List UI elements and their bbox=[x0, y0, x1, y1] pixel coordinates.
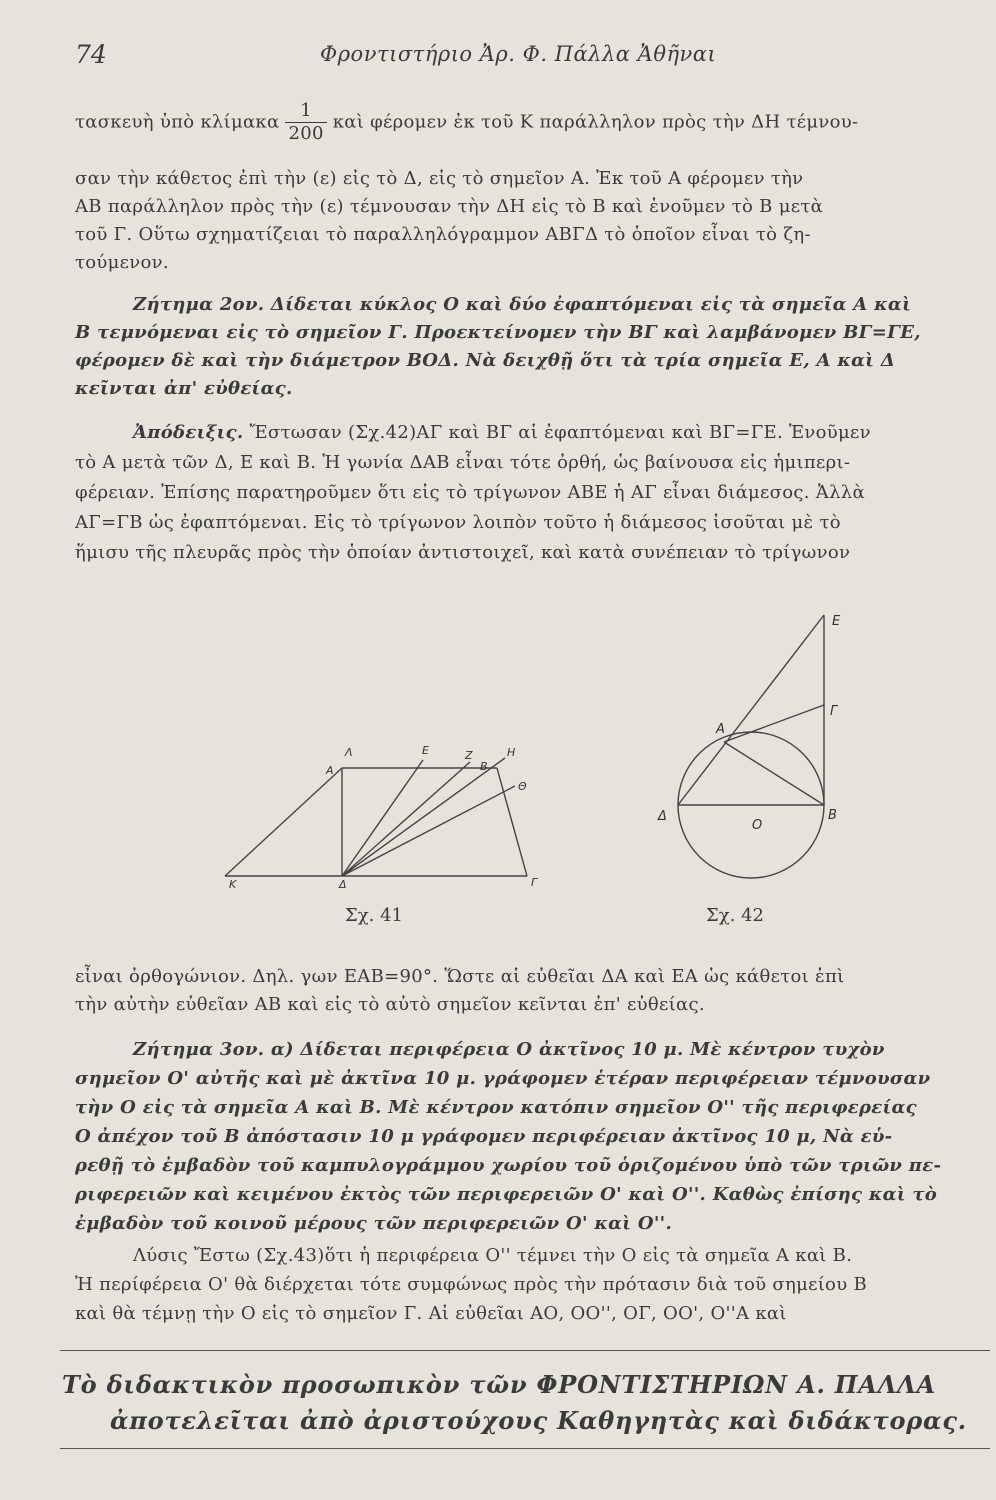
fig41-label-L: Λ bbox=[345, 746, 353, 759]
proof-label: Ἀπόδειξις. bbox=[133, 422, 244, 443]
proof-line-4: ΑΓ=ΓΒ ὡς ἐφαπτόμεναι. Εἰς τὸ τρίγωνον λοιπὸν τοῦτο ἡ διάμεσος ἰσοῦται μὲ τὸ bbox=[75, 512, 841, 533]
page-header bbox=[75, 40, 955, 70]
fig41-label-H: Η bbox=[507, 746, 516, 759]
problem3-line-5: ρεθῇ τὸ ἐμβαδὸν τοῦ καμπυλογράμμου χωρίου τοῦ ὁριζομένου ὑπὸ τῶν τριῶν πε- bbox=[75, 1155, 942, 1176]
proof-line-3: φέρειαν. Ἐπίσης παρατηροῦμεν ὅτι εἰς τὸ τρίγωνον ΑΒΕ ἡ ΑΓ εἶναι διάμεσος. Ἀλλὰ bbox=[75, 482, 865, 503]
fig42-label-G: Γ bbox=[830, 704, 838, 719]
proof-line-1 bbox=[133, 422, 983, 443]
problem3-line-7: ἐμβαδὸν τοῦ κοινοῦ μέρους τῶν περιφερειῶν Ο' καὶ Ο''. bbox=[75, 1213, 673, 1234]
fig42-label-B: Β bbox=[828, 808, 837, 823]
fig41-label-G: Γ bbox=[531, 876, 538, 889]
problem3-line-4: Ο ἀπέχον τοῦ Β ἀπόστασιν 10 μ γράφομεν περιφέρειαν ἀκτῖνος 10 μ, Νὰ εὑ- bbox=[75, 1126, 893, 1147]
fig42-chord-AB bbox=[724, 742, 824, 805]
top-line-3: ΑΒ παράλληλον πρὸς τὴν (ε) τέμνουσαν τὴν ΔΗ εἰς τὸ Β καὶ ἑνοῦμεν τὸ Β μετὰ bbox=[75, 196, 824, 217]
fig41-label-E: Ε bbox=[422, 744, 429, 757]
after-line-2: τὴν αὐτὴν εὐθεῖαν ΑΒ καὶ εἰς τὸ αὐτὸ σημεῖον κεῖνται ἐπ' εὐθείας. bbox=[75, 994, 705, 1015]
fig41-label-Th: Θ bbox=[518, 780, 527, 793]
problem2-line-4: κεῖνται ἀπ' εὐθείας. bbox=[75, 378, 293, 399]
problem3-line-2: σημεῖον Ο' αὐτῆς καὶ μὲ ἀκτῖνα 10 μ. γράφομεν ἑτέραν περιφέρειαν τέμνουσαν bbox=[75, 1068, 931, 1089]
running-head: Φροντιστήριο Ἀρ. Φ. Πάλλα Ἀθῆναι bbox=[320, 42, 717, 66]
top-line-4: τοῦ Γ. Οὕτω σχηματίζειαι τὸ παραλληλόγραμμον ΑΒΓΔ τὸ ὁποῖον εἶναι τὸ ζη- bbox=[75, 224, 811, 245]
fig41-label-B: Β bbox=[480, 760, 488, 773]
fig42-line-DAE bbox=[678, 615, 824, 805]
advert-line-1: Τὸ διδακτικὸν προσωπικὸν τῶν ΦΡΟΝΤΙΣΤΗΡΙΩΝ Α. ΠΑΛΛΑ bbox=[62, 1370, 936, 1399]
fraction-numerator: 1 bbox=[285, 100, 326, 123]
figure-42 bbox=[650, 605, 860, 895]
figure-42-diagram bbox=[650, 605, 860, 895]
fig42-label-D: Δ bbox=[658, 809, 667, 824]
figure-41-caption: Σχ. 41 bbox=[345, 905, 403, 926]
problem2-line-3: φέρομεν δὲ καὶ τὴν διάμετρον ΒΟΔ. Νὰ δειχθῇ ὅτι τὰ τρία σημεῖα Ε, Α καὶ Δ bbox=[75, 350, 896, 371]
after-line-1: εἶναι ὀρθογώνιον. Δηλ. γων ΕΑΒ=90°. Ὥστε αἱ εὐθεῖαι ΔΑ καὶ ΕΑ ὡς κάθετοι ἐπὶ bbox=[75, 966, 845, 987]
solution-line-1: Λύσις Ἔστω (Σχ.43)ὅτι ἡ περιφέρεια Ο'' τέμνει τὴν Ο εἰς τὰ σημεῖα Α καὶ Β. bbox=[133, 1245, 853, 1266]
top-line-2: σαν τὴν κάθετος ἐπὶ τὴν (ε) εἰς τὸ Δ, εἰς τὸ σημεῖον Α. Ἐκ τοῦ Α φέρομεν τὴν bbox=[75, 168, 804, 189]
fig41-ray-DH bbox=[342, 758, 505, 876]
fig42-label-O: Ο bbox=[752, 818, 763, 833]
problem3-line-1: Ζήτημα 3ον. α) Δίδεται περιφέρεια Ο ἀκτῖνος 10 μ. Μὲ κέντρον τυχὸν bbox=[133, 1039, 885, 1060]
fig42-label-E: Ε bbox=[832, 614, 841, 629]
top-line-1-end: καὶ φέρομεν ἐκ τοῦ Κ παράλληλον πρὸς τὴν ΔΗ τέμνου- bbox=[332, 111, 859, 133]
fig41-label-K: Κ bbox=[229, 878, 237, 890]
page-number: 74 bbox=[75, 40, 107, 69]
fig41-label-Z: Ζ bbox=[465, 749, 473, 762]
problem3-line-6: ριφερειῶν καὶ κειμένου ἐκτὸς τῶν περιφερειῶν Ο' καὶ Ο''. Καθὼς ἐπίσης καὶ τὸ bbox=[75, 1184, 938, 1205]
fig41-label-D: Δ bbox=[339, 878, 347, 890]
top-line-1 bbox=[75, 100, 985, 145]
fig41-side-KA bbox=[225, 768, 342, 876]
solution-line-2: Ἡ περίφέρεια Ο' θὰ διέρχεται τότε συμφώνως πρὸς τὴν πρότασιν διὰ τοῦ σημείου Β bbox=[75, 1274, 867, 1295]
problem2-line-2: Β τεμνόμεναι εἰς τὸ σημεῖον Γ. Προεκτείνομεν τὴν ΒΓ καὶ λαμβάνομεν ΒΓ=ΓΕ, bbox=[75, 322, 921, 343]
scale-fraction bbox=[285, 100, 326, 145]
advert-line-2: ἀποτελεῖται ἀπὸ ἀριστούχους Καθηγητὰς καὶ διδάκτορας. bbox=[110, 1406, 967, 1435]
figure-42-caption: Σχ. 42 bbox=[706, 905, 764, 926]
proof-line-2: τὸ Α μετὰ τῶν Δ, Ε καὶ Β. Ἡ γωνία ΔΑΒ εἶναι τότε ὀρθή, ὡς βαίνουσα εἰς ἡμιπερι- bbox=[75, 452, 851, 473]
top-line-5: τούμενον. bbox=[75, 252, 169, 273]
fig41-label-A: Α bbox=[326, 764, 334, 777]
advert-top-rule bbox=[60, 1350, 990, 1351]
advert-bottom-rule bbox=[60, 1448, 990, 1449]
proof-line-5: ἥμισυ τῆς πλευρᾶς πρὸς τὴν ὁποίαν ἀντιστοιχεῖ, καὶ κατὰ συνέπειαν τὸ τρίγωνον bbox=[75, 542, 851, 563]
fig41-ray-DE bbox=[342, 760, 423, 876]
solution-line-3: καὶ θὰ τέμνῃ τὴν Ο εἰς τὸ σημεῖον Γ. Αἱ εὐθεῖαι ΑΟ, ΟΟ'', ΟΓ, ΟΟ', Ο''Α καὶ bbox=[75, 1303, 787, 1324]
proof-line-1-text: Ἔστωσαν (Σχ.42)ΑΓ καὶ ΒΓ αἱ ἐφαπτόμεναι καὶ ΒΓ=ΓΕ. Ἑνοῦμεν bbox=[249, 422, 871, 443]
figure-41 bbox=[215, 740, 545, 890]
figure-41-diagram bbox=[215, 740, 545, 890]
fraction-denominator: 200 bbox=[288, 123, 324, 144]
problem2-line-1: Ζήτημα 2ον. Δίδεται κύκλος Ο καὶ δύο ἐφαπτόμεναι εἰς τὰ σημεῖα Α καὶ bbox=[133, 294, 912, 315]
problem3-line-3: τὴν Ο εἰς τὰ σημεῖα Α καὶ Β. Μὲ κέντρον κατόπιν σημεῖον Ο'' τῆς περιφερείας bbox=[75, 1097, 917, 1118]
top-line-1-start: τασκευὴ ὑπὸ κλίμακα bbox=[75, 111, 280, 133]
fig42-label-A: Α bbox=[716, 722, 725, 737]
